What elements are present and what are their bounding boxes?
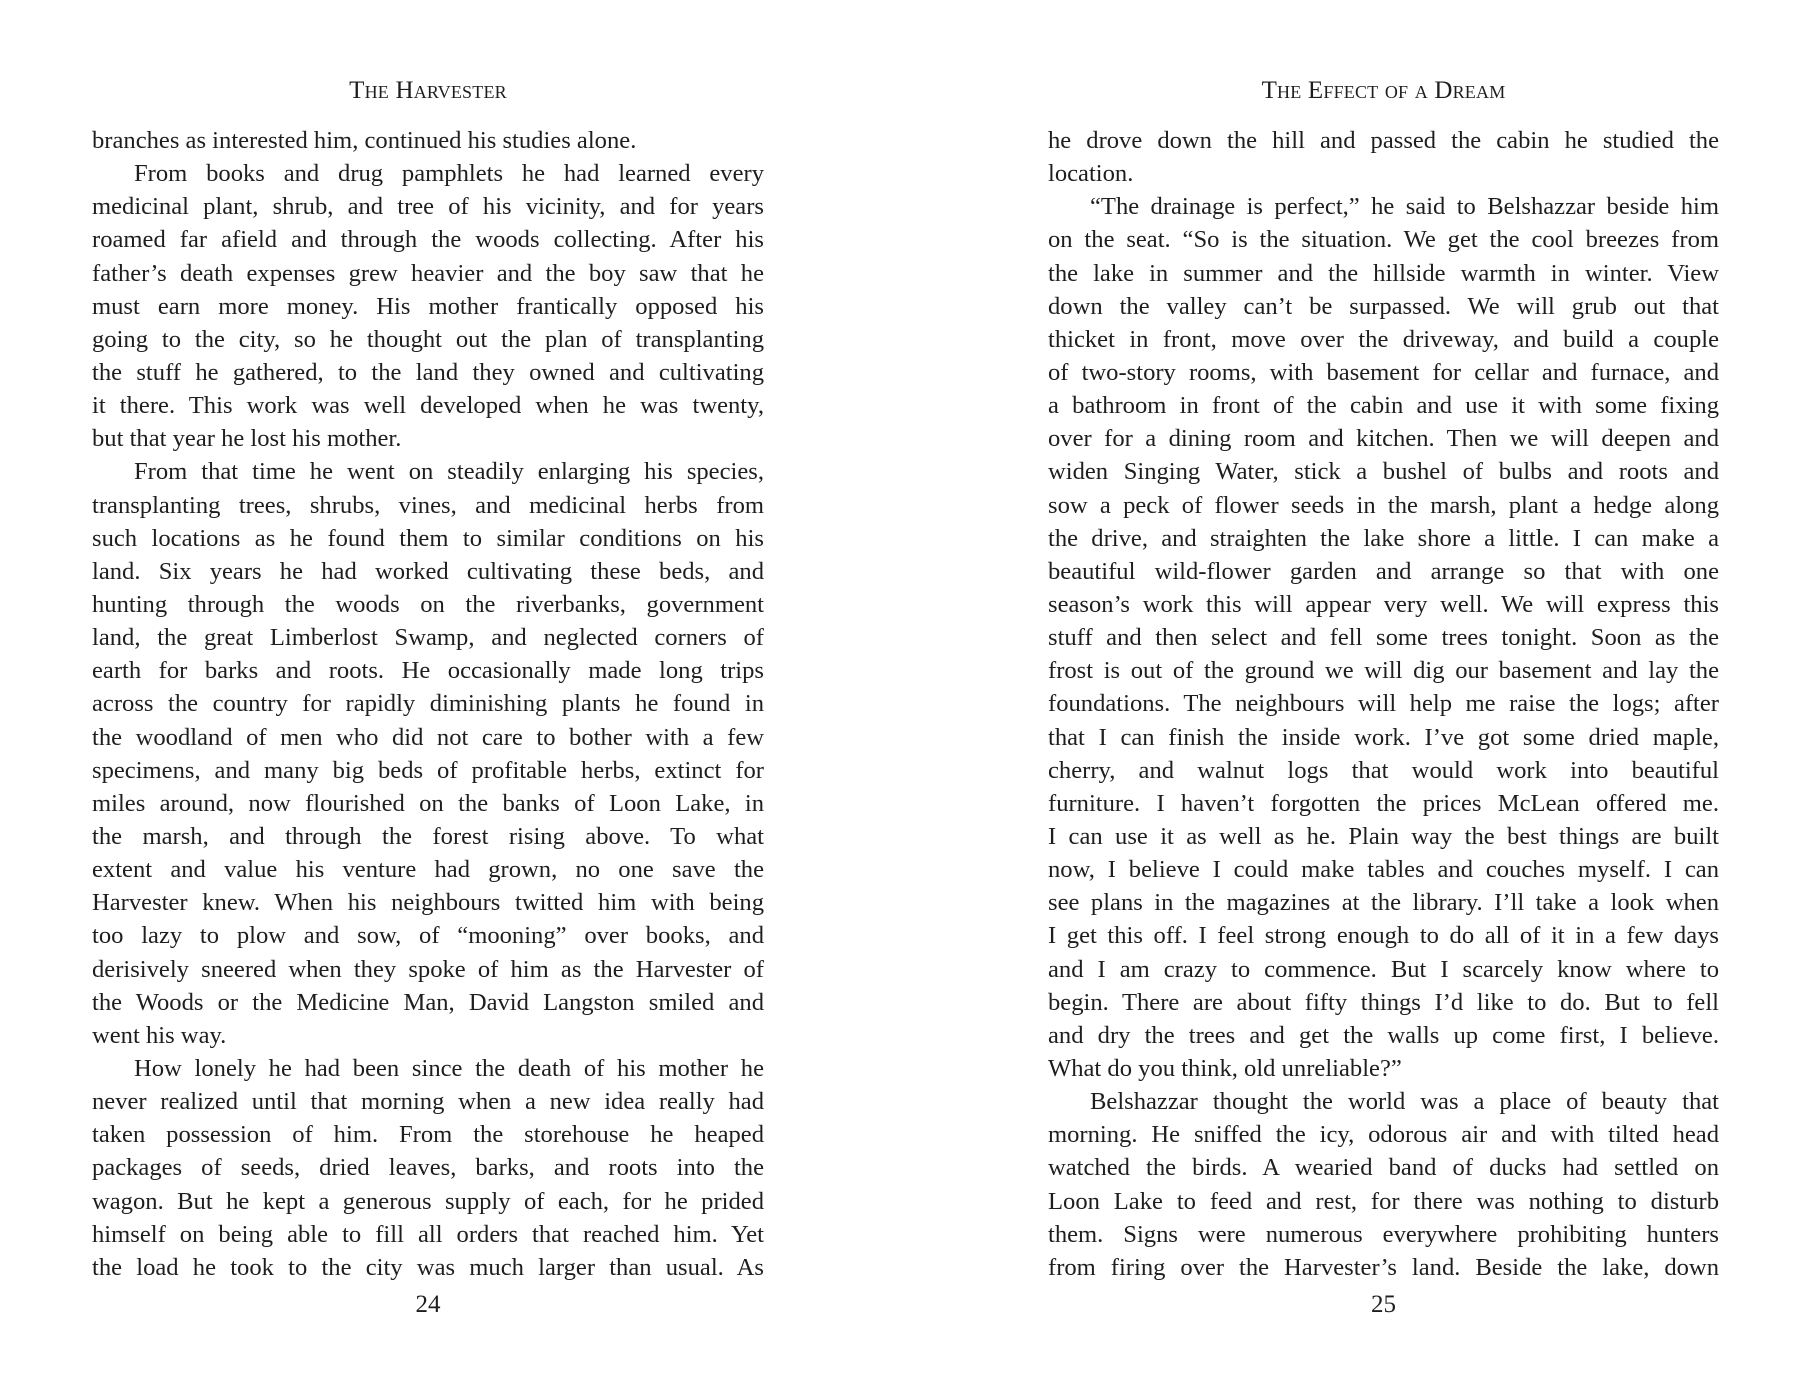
text-line: a bathroom in front of the cabin and use it with some fixing — [1048, 392, 1719, 420]
left-page — [92, 0, 764, 1379]
page-number: 24 — [415, 1291, 441, 1318]
text-line: Belshazzar thought the world was a place of beauty that — [1090, 1088, 1719, 1116]
text-line: frost is out of the ground we will dig our basement and lay the — [1048, 657, 1719, 685]
text-line: the marsh, and through the forest rising above. To what — [92, 822, 764, 850]
text-line: land. Six years he had worked cultivating these beds, and — [92, 557, 764, 585]
text-line: derisively sneered when they spoke of him as the Harvester of — [92, 955, 764, 983]
text-line: stuff and then select and fell some trees tonight. Soon as the — [1048, 624, 1719, 652]
text-line: foundations. The neighbours will help me raise the logs; after — [1048, 690, 1719, 718]
text-line: and I am crazy to commence. But I scarcely know where to — [1048, 955, 1719, 983]
text-line: hunting through the woods on the riverbanks, government — [92, 590, 764, 618]
text-line: over for a dining room and kitchen. Then we will deepen and — [1048, 425, 1719, 453]
text-line: wagon. But he kept a generous supply of each, for he prided — [92, 1187, 764, 1215]
text-line: From that time he went on steadily enlarging his species, — [134, 458, 764, 486]
text-line: them. Signs were numerous everywhere prohibiting hunters — [1048, 1220, 1719, 1248]
running-head: The Effect of a Dream — [1261, 77, 1506, 104]
text-line: beautiful wild-flower garden and arrange so that with one — [1048, 557, 1719, 585]
text-line: widen Singing Water, stick a bushel of bulbs and roots and — [1048, 458, 1719, 486]
text-line: What do you think, old unreliable?” — [1048, 1054, 1402, 1082]
text-line: down the valley can’t be surpassed. We will grub out that — [1048, 292, 1719, 320]
text-line: now, I believe I could make tables and couches myself. I can — [1048, 856, 1719, 884]
text-line: from firing over the Harvester’s land. Beside the lake, down — [1048, 1253, 1719, 1281]
text-line: roamed far afield and through the woods collecting. After his — [92, 226, 764, 254]
text-line: miles around, now flourished on the banks of Loon Lake, in — [92, 789, 764, 817]
text-line: Loon Lake to feed and rest, for there was nothing to disturb — [1048, 1187, 1719, 1215]
text-line: the stuff he gathered, to the land they owned and cultivating — [92, 358, 764, 386]
text-line: but that year he lost his mother. — [92, 425, 402, 453]
page-number: 25 — [1371, 1291, 1396, 1318]
text-line: location. — [1048, 160, 1134, 188]
text-line: I can use it as well as he. Plain way the best things are built — [1048, 822, 1719, 850]
text-line: the woodland of men who did not care to bother with a few — [92, 723, 764, 751]
text-line: must earn more money. His mother frantically opposed his — [92, 292, 764, 320]
text-line: begin. There are about fifty things I’d like to do. But to fell — [1048, 988, 1719, 1016]
text-line: such locations as he found them to similar conditions on his — [92, 524, 764, 552]
text-line: How lonely he had been since the death of his mother he — [134, 1054, 764, 1082]
text-line: the drive, and straighten the lake shore a little. I can make a — [1048, 524, 1719, 552]
text-line: see plans in the magazines at the library. I’ll take a look when — [1048, 889, 1719, 917]
text-line: furniture. I haven’t forgotten the prices McLean offered me. — [1048, 789, 1719, 817]
text-line: branches as interested him, continued his studies alone. — [92, 127, 637, 154]
text-line: taken possession of him. From the storehouse he heaped — [92, 1121, 764, 1149]
text-line: morning. He sniffed the icy, odorous air and with tilted head — [1048, 1121, 1719, 1149]
running-head: The Harvester — [349, 77, 507, 104]
text-line: thicket in front, move over the driveway, and build a couple — [1048, 325, 1719, 353]
page-body — [92, 124, 764, 1284]
text-line: land, the great Limberlost Swamp, and neglected corners of — [92, 624, 764, 652]
text-line: specimens, and many big beds of profitable herbs, extinct for — [92, 756, 764, 784]
text-line: the lake in summer and the hillside warmth in winter. View — [1048, 259, 1719, 287]
text-line: of two-story rooms, with basement for cellar and furnace, and — [1048, 358, 1719, 386]
text-line: going to the city, so he thought out the plan of transplanting — [92, 325, 764, 353]
text-line: I get this off. I feel strong enough to do all of it in a few days — [1048, 922, 1719, 950]
text-line: watched the birds. A wearied band of ducks had settled on — [1048, 1154, 1719, 1182]
right-page — [1048, 0, 1719, 1379]
text-line: never realized until that morning when a new idea really had — [92, 1088, 764, 1116]
page-body — [1048, 124, 1719, 1284]
text-line: the load he took to the city was much larger than usual. As — [92, 1253, 764, 1281]
text-line: From books and drug pamphlets he had learned every — [134, 160, 764, 188]
text-line: across the country for rapidly diminishing plants he found in — [92, 690, 764, 718]
text-line: season’s work this will appear very well. We will express this — [1048, 590, 1719, 618]
text-line: Harvester knew. When his neighbours twitted him with being — [92, 889, 764, 917]
text-line: that I can finish the inside work. I’ve got some dried maple, — [1048, 723, 1719, 751]
text-line: father’s death expenses grew heavier and the boy saw that he — [92, 259, 764, 287]
text-line: packages of seeds, dried leaves, barks, and roots into the — [92, 1154, 764, 1182]
text-line: earth for barks and roots. He occasionally made long trips — [92, 657, 764, 685]
text-line: too lazy to plow and sow, of “mooning” over books, and — [92, 922, 764, 950]
text-line: went his way. — [92, 1021, 227, 1049]
text-line: and dry the trees and get the walls up come first, I believe. — [1048, 1021, 1719, 1049]
text-line: sow a peck of flower seeds in the marsh, plant a hedge along — [1048, 491, 1719, 519]
text-line: transplanting trees, shrubs, vines, and medicinal herbs from — [92, 491, 764, 519]
text-line: extent and value his venture had grown, no one save the — [92, 856, 764, 884]
text-line: it there. This work was well developed when he was twenty, — [92, 392, 764, 420]
text-line: himself on being able to fill all orders that reached him. Yet — [92, 1220, 764, 1248]
text-line: “The drainage is perfect,” he said to Belshazzar beside him — [1090, 193, 1719, 221]
text-line: medicinal plant, shrub, and tree of his vicinity, and for years — [92, 193, 764, 221]
text-line: cherry, and walnut logs that would work into beautiful — [1048, 756, 1719, 784]
text-line: he drove down the hill and passed the cabin he studied the — [1048, 127, 1719, 154]
text-line: the Woods or the Medicine Man, David Langston smiled and — [92, 988, 764, 1016]
text-line: on the seat. “So is the situation. We get the cool breezes from — [1048, 226, 1719, 254]
